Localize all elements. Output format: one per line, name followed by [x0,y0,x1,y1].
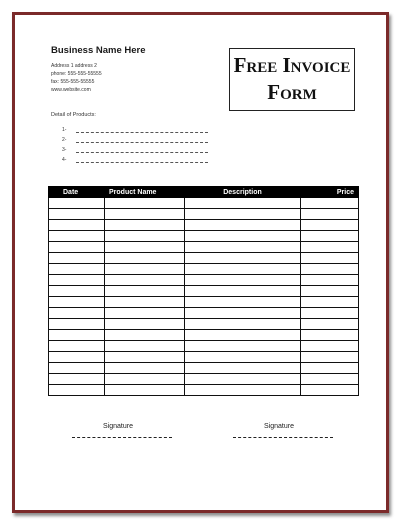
table-cell[interactable] [185,198,301,209]
table-row [49,264,359,275]
signature-label: Signature [264,423,294,430]
table-cell[interactable] [105,286,185,297]
table-cell[interactable] [105,198,185,209]
table-cell[interactable] [105,308,185,319]
table-cell[interactable] [301,242,359,253]
table-row [49,242,359,253]
table-row [49,297,359,308]
table-cell[interactable] [185,231,301,242]
table-cell[interactable] [49,319,105,330]
table-cell[interactable] [301,341,359,352]
table-row [49,198,359,209]
table-cell[interactable] [185,363,301,374]
table-cell[interactable] [301,209,359,220]
table-cell[interactable] [185,374,301,385]
table-cell[interactable] [185,286,301,297]
detail-item[interactable] [62,147,74,155]
table-cell[interactable] [105,297,185,308]
detail-item-rule [76,132,208,133]
table-row [49,253,359,264]
column-header-description: Description [185,187,301,198]
table-cell[interactable] [49,297,105,308]
detail-item[interactable] [62,157,74,165]
table-cell[interactable] [301,275,359,286]
table-cell[interactable] [105,363,185,374]
table-cell[interactable] [185,297,301,308]
table-row [49,385,359,396]
column-header-price: Price [301,187,359,198]
table-cell[interactable] [49,363,105,374]
table-cell[interactable] [301,374,359,385]
details-label: Detail of Products: [51,112,96,118]
table-cell[interactable] [105,352,185,363]
table-row [49,374,359,385]
table-cell[interactable] [185,253,301,264]
table-cell[interactable] [301,286,359,297]
invoice-page-frame [12,12,389,513]
table-cell[interactable] [185,242,301,253]
table-cell[interactable] [185,341,301,352]
table-cell[interactable] [185,330,301,341]
detail-item[interactable] [62,127,74,135]
table-cell[interactable] [105,209,185,220]
table-cell[interactable] [301,198,359,209]
table-cell[interactable] [49,330,105,341]
table-cell[interactable] [185,308,301,319]
detail-item-rule [76,162,208,163]
table-cell[interactable] [301,385,359,396]
table-cell[interactable] [49,275,105,286]
table-cell[interactable] [301,220,359,231]
table-cell[interactable] [185,209,301,220]
detail-item-rule [76,142,208,143]
table-cell[interactable] [185,220,301,231]
invoice-items-table [48,186,359,396]
fax-line: fax: 555-555-55555 [51,79,95,85]
table-cell[interactable] [105,253,185,264]
detail-item-rule [76,152,208,153]
table-cell[interactable] [301,330,359,341]
signature-line[interactable] [233,437,333,438]
table-cell[interactable] [49,286,105,297]
detail-item-number: 2- [62,137,67,143]
table-row [49,231,359,242]
phone-line: phone: 555-555-55555 [51,71,102,77]
table-row [49,363,359,374]
table-header-row [49,187,359,198]
column-header-product-name: Product Name [105,187,185,198]
address-line: Address 1 address 2 [51,63,97,69]
table-cell[interactable] [301,297,359,308]
table-cell[interactable] [301,308,359,319]
website-line: www.website.com [51,87,91,93]
table-cell[interactable] [49,352,105,363]
invoice-title-box [229,48,355,111]
detail-item-number: 1- [62,127,67,133]
table-cell[interactable] [105,385,185,396]
table-cell[interactable] [105,242,185,253]
table-cell[interactable] [301,253,359,264]
table-cell[interactable] [49,253,105,264]
invoice-title-line1: Free Invoice [233,53,351,77]
table-row [49,319,359,330]
table-cell[interactable] [301,264,359,275]
signature-label: Signature [103,423,133,430]
table-cell[interactable] [301,231,359,242]
table-cell[interactable] [105,220,185,231]
table-body [49,198,359,396]
table-row [49,220,359,231]
table-cell[interactable] [185,352,301,363]
table-row [49,341,359,352]
table-cell[interactable] [49,374,105,385]
detail-item-number: 3- [62,147,67,153]
table-row [49,286,359,297]
table-cell[interactable] [49,220,105,231]
table-cell[interactable] [105,264,185,275]
table-cell[interactable] [105,374,185,385]
table-cell[interactable] [185,319,301,330]
table-row [49,308,359,319]
table-cell[interactable] [49,231,105,242]
table-cell[interactable] [105,231,185,242]
signature-line[interactable] [72,437,172,438]
table-cell[interactable] [49,264,105,275]
table-cell[interactable] [105,330,185,341]
detail-item-number: 4- [62,157,67,163]
table-cell[interactable] [301,352,359,363]
table-cell[interactable] [105,341,185,352]
table-cell[interactable] [49,198,105,209]
detail-item[interactable] [62,137,74,145]
table-cell[interactable] [49,209,105,220]
column-header-date: Date [49,187,105,198]
table-cell[interactable] [301,319,359,330]
table-cell[interactable] [301,363,359,374]
table-cell[interactable] [185,264,301,275]
table-row [49,330,359,341]
table-cell[interactable] [49,385,105,396]
table-row [49,352,359,363]
table-cell[interactable] [49,242,105,253]
table-cell[interactable] [105,319,185,330]
table-cell[interactable] [49,341,105,352]
table-row [49,209,359,220]
business-name: Business Name Here [51,45,146,56]
table-cell[interactable] [105,275,185,286]
table-cell[interactable] [185,275,301,286]
table-cell[interactable] [49,308,105,319]
table-cell[interactable] [185,385,301,396]
invoice-title-line2: Form [267,80,317,104]
table-row [49,275,359,286]
